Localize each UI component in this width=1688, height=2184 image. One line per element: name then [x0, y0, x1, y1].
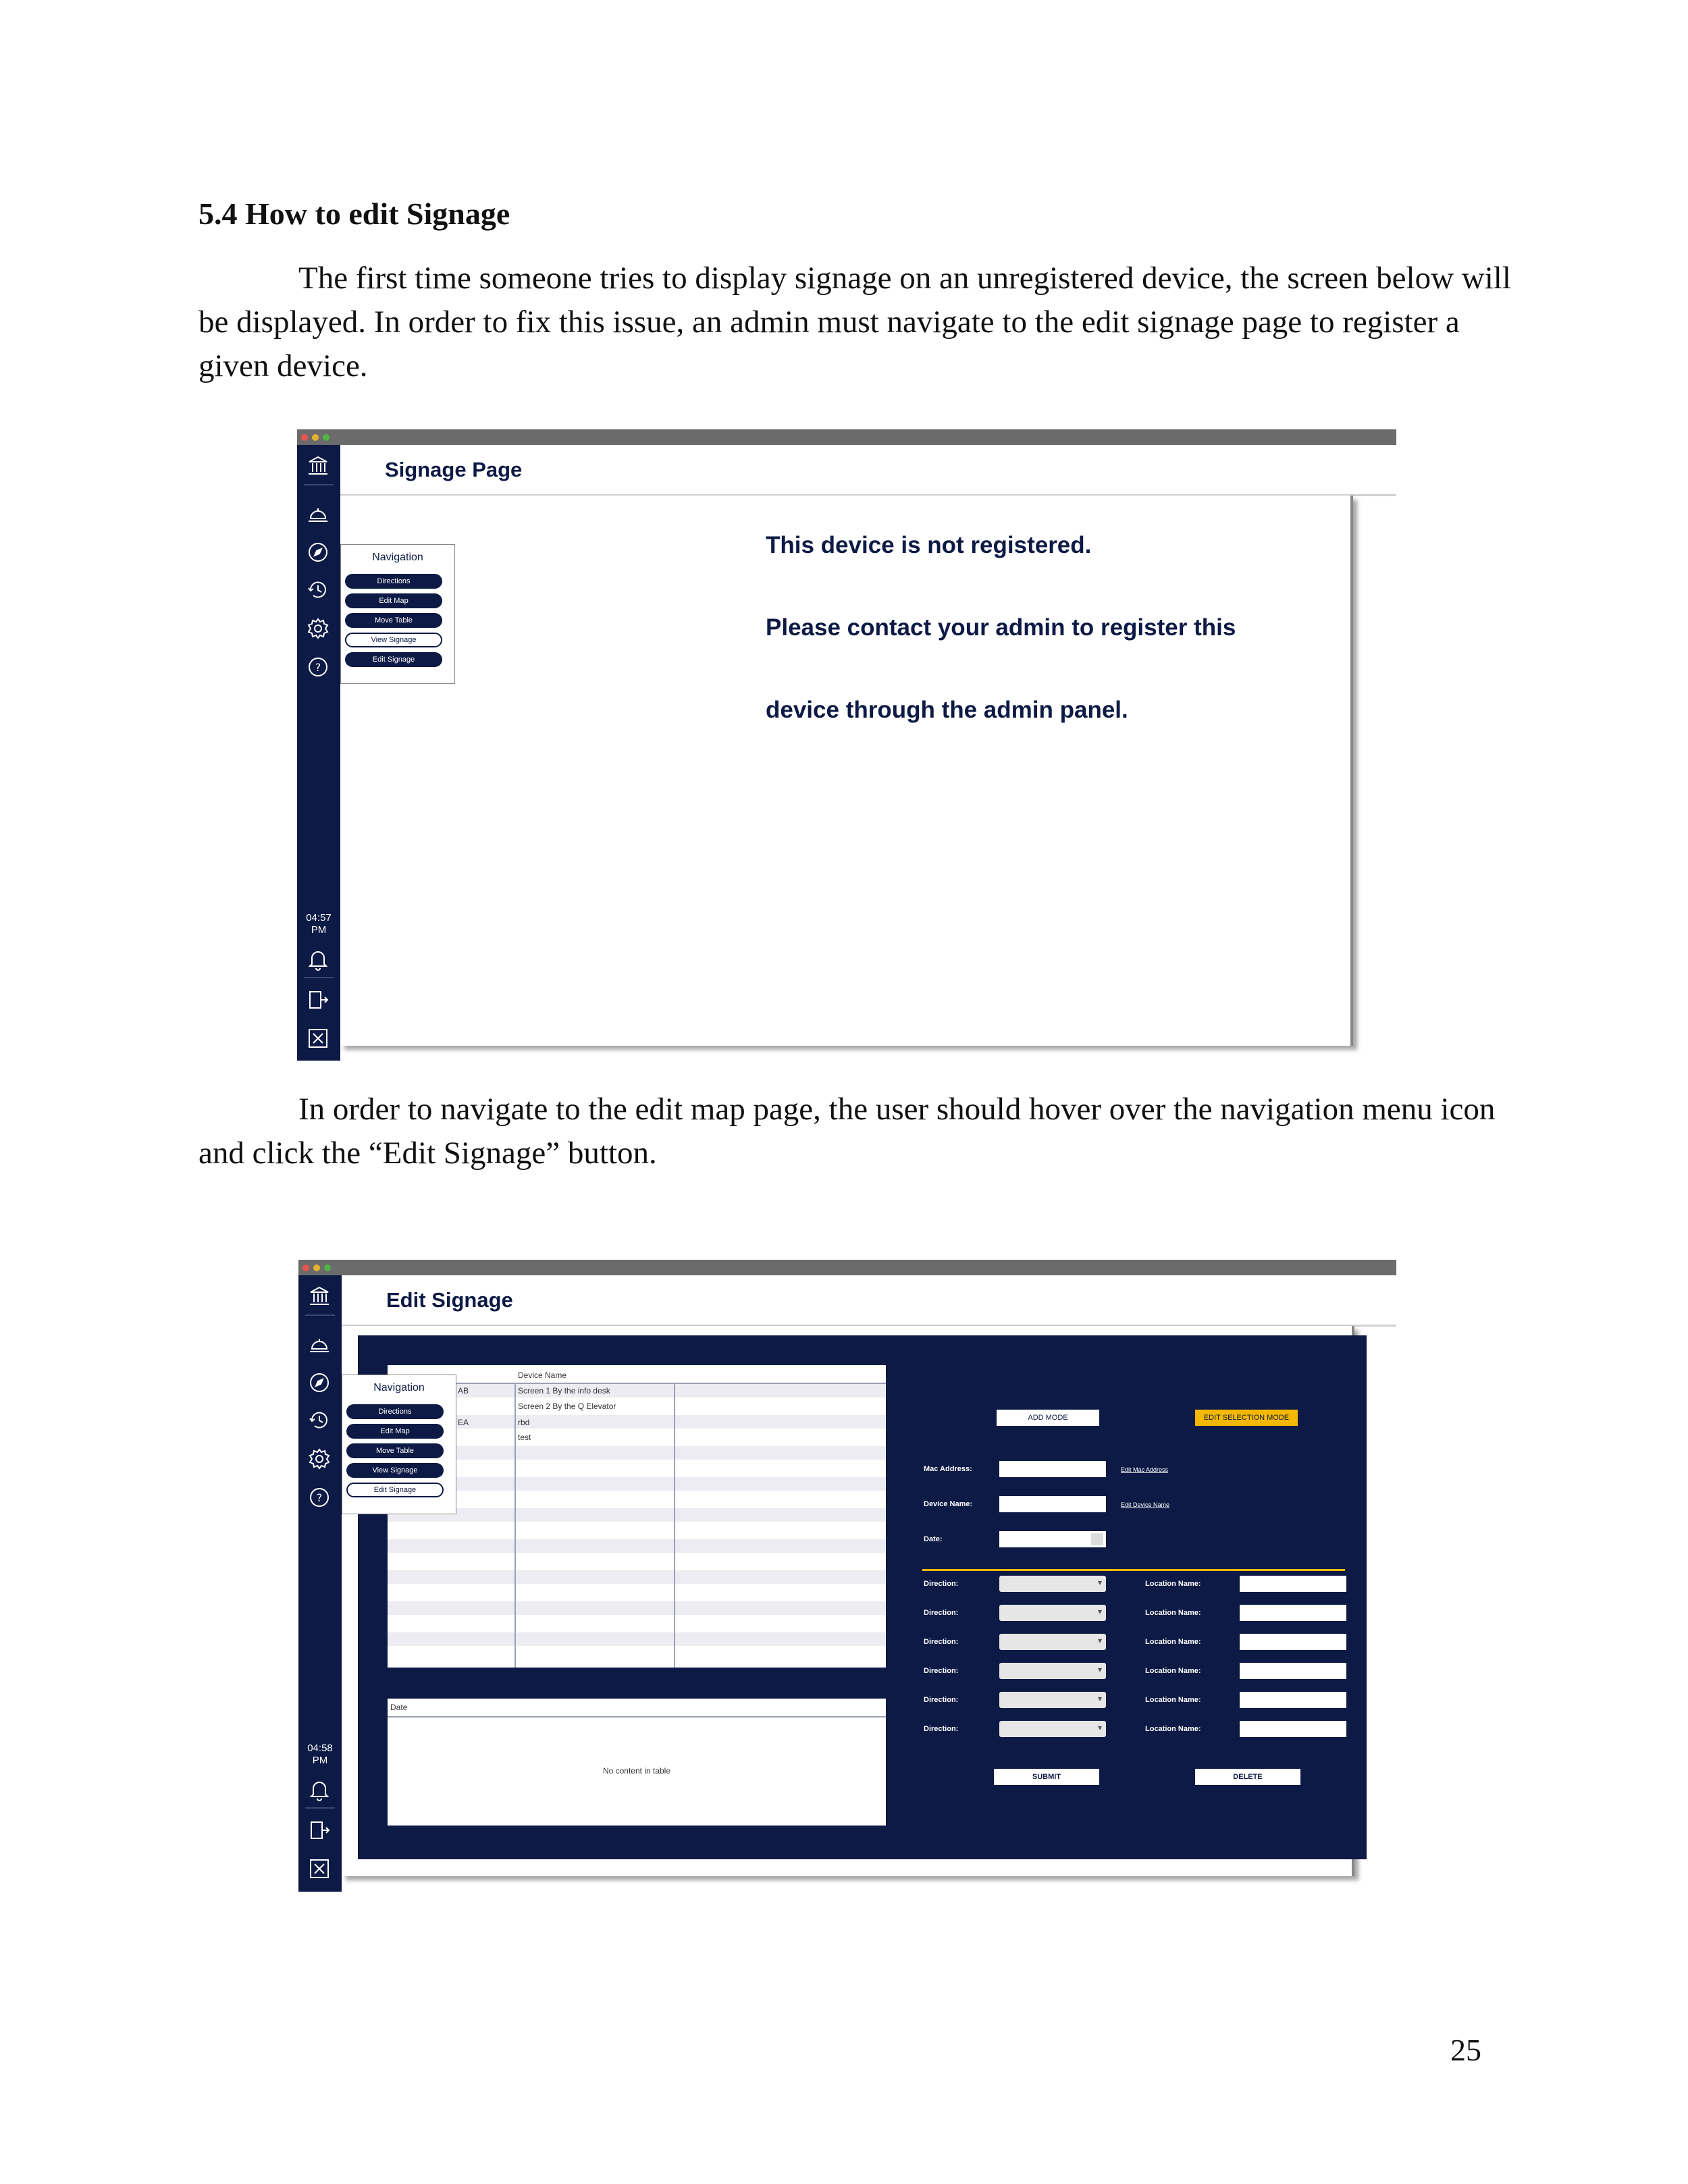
nav-move-table-button[interactable]: Move Table [345, 613, 442, 628]
history-icon[interactable] [308, 1409, 331, 1432]
date-table [388, 1699, 886, 1826]
navigation-popup [342, 1375, 456, 1514]
building-icon[interactable] [307, 454, 329, 477]
sidebar [298, 1275, 342, 1892]
direction-label: Direction: [924, 1696, 959, 1704]
direction-select[interactable] [999, 1576, 1106, 1592]
add-mode-button[interactable]: ADD MODE [997, 1410, 1099, 1426]
settings-gear-icon[interactable] [307, 617, 329, 640]
minimize-window-dot[interactable] [312, 434, 319, 441]
svg-text:?: ? [316, 1491, 323, 1504]
service-bell-icon[interactable] [307, 502, 329, 525]
window-titlebar [298, 1260, 1396, 1275]
page-title: Signage Page [385, 458, 523, 481]
location-name-label: Location Name: [1145, 1580, 1201, 1588]
exit-app-icon[interactable] [308, 1857, 331, 1880]
help-icon[interactable] [307, 656, 329, 678]
intro-paragraph: The first time someone tries to display signage on an unregistered device, the screen below will be displayed. In order to fix this issue, an admin must navigate to the edit signage page to register a given device. [199, 261, 1511, 383]
table-row-name[interactable]: Screen 2 By the Q Elevator [518, 1402, 616, 1411]
empty-table-message: No content in table [602, 1766, 671, 1776]
location-name-input[interactable] [1240, 1721, 1346, 1737]
date-label: Date: [924, 1535, 943, 1543]
help-icon[interactable] [308, 1486, 331, 1509]
admin-panel-message: device through the admin panel. [766, 697, 1128, 723]
not-registered-message: This device is not registered. [766, 532, 1092, 558]
direction-select[interactable] [999, 1634, 1106, 1650]
compass-icon[interactable] [308, 1371, 331, 1394]
nav-view-signage-button[interactable]: View Signage [345, 633, 442, 647]
window-titlebar [297, 429, 1396, 445]
clock-time: 04:57 [306, 912, 332, 924]
direction-select[interactable] [999, 1692, 1106, 1708]
minimize-window-dot[interactable] [313, 1264, 320, 1271]
compass-icon[interactable] [307, 541, 329, 564]
table-row-name[interactable]: Screen 1 By the info desk [518, 1386, 610, 1395]
table-row-mac[interactable]: AB [458, 1386, 469, 1395]
direction-select[interactable] [999, 1721, 1106, 1737]
direction-select[interactable] [999, 1663, 1106, 1679]
submit-button[interactable]: SUBMIT [994, 1769, 1099, 1785]
device-name-label: Device Name: [924, 1500, 973, 1508]
table-row-name[interactable]: test [518, 1433, 531, 1442]
direction-label: Direction: [924, 1609, 959, 1617]
nav-view-signage-button[interactable]: View Signage [346, 1463, 444, 1478]
location-name-label: Location Name: [1145, 1667, 1201, 1675]
mac-address-label: Mac Address: [924, 1465, 972, 1473]
location-name-input[interactable] [1240, 1634, 1346, 1650]
date-header[interactable]: Date [390, 1703, 408, 1712]
clock-ampm: PM [311, 924, 327, 936]
direction-label: Direction: [924, 1580, 959, 1588]
notification-bell-icon[interactable] [307, 948, 329, 971]
location-name-label: Location Name: [1145, 1609, 1201, 1617]
direction-label: Direction: [924, 1725, 959, 1733]
navigation-popup [340, 544, 455, 684]
svg-text:?: ? [315, 661, 321, 674]
content-area [340, 496, 1353, 1046]
device-name-header[interactable]: Device Name [518, 1370, 567, 1380]
nav-directions-button[interactable]: Directions [345, 574, 442, 589]
logout-icon[interactable] [308, 1819, 331, 1842]
edit-mac-address-link[interactable]: Edit Mac Address [1121, 1466, 1169, 1473]
nav-edit-map-button[interactable]: Edit Map [346, 1424, 444, 1439]
location-name-label: Location Name: [1145, 1638, 1201, 1646]
page-title: Edit Signage [386, 1288, 513, 1312]
date-input[interactable] [999, 1531, 1106, 1547]
edit-device-name-link[interactable]: Edit Device Name [1121, 1501, 1170, 1508]
clock-time: 04:58 [307, 1742, 333, 1754]
settings-gear-icon[interactable] [308, 1447, 331, 1470]
notification-bell-icon[interactable] [308, 1778, 331, 1801]
page-number: 25 [1450, 2033, 1481, 2067]
calendar-icon[interactable] [1091, 1533, 1103, 1545]
section-heading: 5.4 How to edit Signage [199, 196, 510, 231]
edit-signage-panel [358, 1335, 1367, 1859]
logout-icon[interactable] [307, 988, 329, 1011]
location-name-label: Location Name: [1145, 1725, 1201, 1733]
maximize-window-dot[interactable] [324, 1264, 331, 1271]
building-icon[interactable] [308, 1285, 331, 1308]
exit-app-icon[interactable] [307, 1027, 329, 1050]
nav-edit-signage-button[interactable]: Edit Signage [346, 1483, 444, 1497]
history-icon[interactable] [307, 579, 329, 602]
edit-selection-mode-button[interactable]: EDIT SELECTION MODE [1195, 1410, 1298, 1426]
nav-move-table-button[interactable]: Move Table [346, 1443, 444, 1458]
location-name-input[interactable] [1240, 1576, 1346, 1592]
location-name-input[interactable] [1240, 1605, 1346, 1621]
edit-signage-screenshot [298, 1260, 1396, 1892]
location-name-input[interactable] [1240, 1663, 1346, 1679]
navigation-popup-title: Navigation [372, 552, 423, 563]
location-name-input[interactable] [1240, 1692, 1346, 1708]
contact-admin-message: Please contact your admin to register this [766, 614, 1236, 641]
clock-ampm: PM [312, 1755, 328, 1766]
delete-button[interactable]: DELETE [1195, 1769, 1300, 1785]
navigation-paragraph: In order to navigate to the edit map page, the user should hover over the navigation menu icon and click the “Edit Signage” button. [199, 1092, 1496, 1171]
direction-select[interactable] [999, 1605, 1106, 1621]
table-row-name[interactable]: rbd [518, 1418, 530, 1427]
service-bell-icon[interactable] [308, 1333, 331, 1356]
device-table [388, 1365, 886, 1668]
table-row-mac[interactable]: EA [458, 1418, 469, 1427]
section-divider [922, 1569, 1345, 1571]
direction-label: Direction: [924, 1638, 959, 1646]
signage-page-screenshot [297, 429, 1396, 1061]
maximize-window-dot[interactable] [323, 434, 329, 441]
direction-label: Direction: [924, 1667, 959, 1675]
navigation-popup-title: Navigation [373, 1382, 425, 1393]
location-name-label: Location Name: [1145, 1696, 1201, 1704]
device-name-input[interactable] [999, 1496, 1106, 1512]
sidebar [297, 445, 340, 1061]
mac-address-input[interactable] [999, 1461, 1106, 1477]
nav-edit-map-button[interactable]: Edit Map [345, 593, 442, 608]
close-window-dot[interactable] [302, 1264, 309, 1271]
nav-directions-button[interactable]: Directions [346, 1404, 444, 1419]
close-window-dot[interactable] [301, 434, 308, 441]
nav-edit-signage-button[interactable]: Edit Signage [345, 652, 442, 667]
